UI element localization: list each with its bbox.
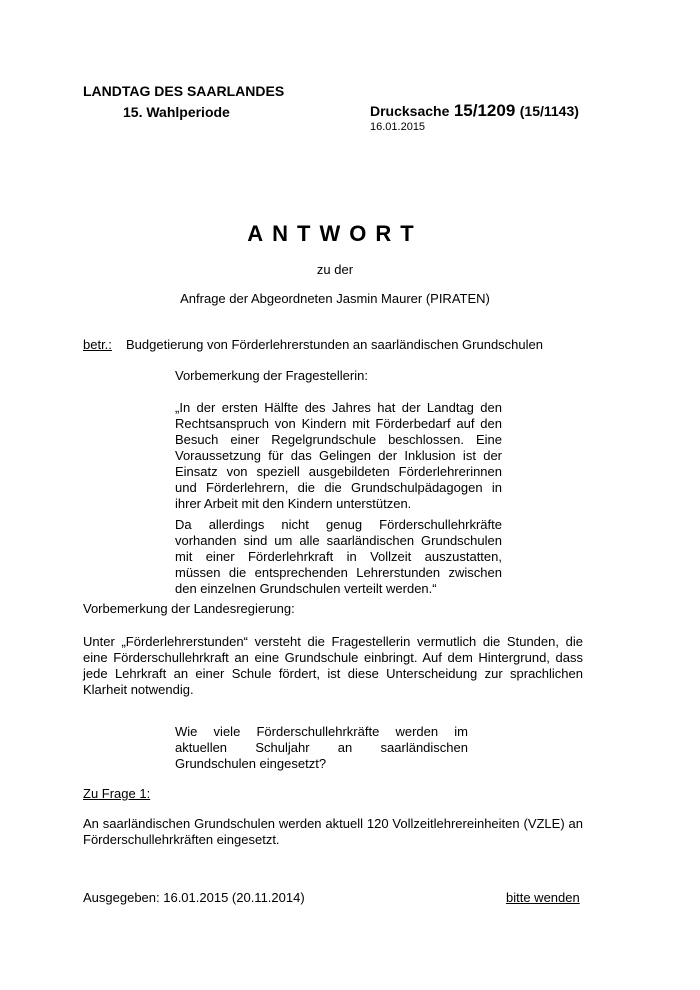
document-title: ANTWORT bbox=[247, 221, 423, 246]
parliament-name: LANDTAG DES SAARLANDES bbox=[83, 83, 285, 99]
drucksache-reference: (15/1143) bbox=[519, 103, 579, 119]
please-turn-over-note: bitte wenden bbox=[506, 890, 580, 905]
questioner-preface-heading: Vorbemerkung der Fragestellerin: bbox=[175, 368, 368, 383]
document-date: 16.01.2015 bbox=[370, 121, 426, 133]
drucksache-number: 15/1209 bbox=[453, 101, 516, 120]
drucksache-label: Drucksache bbox=[370, 103, 450, 119]
subject-label: betr.: bbox=[83, 337, 112, 352]
questioner-preface-paragraph-1: „In der ersten Hälfte des Jahres hat der Landtag den Rechtsanspruch von Kindern mit Förderbedarf auf den Besuch einer Regelgrundschule beschlossen. Eine Voraussetzung für das Gelingen der Inklusion ist der Einsatz von speziell ausgebildeten Förderlehrerinnen und Förderlehrern, die die Grundschulpädagogen in ihrer Arbeit mit den Kindern unterstützen. bbox=[175, 400, 502, 511]
subject-text: Budgetierung von Förderlehrerstunden an saarländischen Grundschulen bbox=[126, 337, 543, 352]
legislative-period: 15. Wahlperiode bbox=[123, 104, 230, 120]
zu-der-line: zu der bbox=[316, 262, 354, 277]
question-1-text: Wie viele Förderschullehrkräfte werden im aktuellen Schuljahr an saarländischen Grundschulen eingesetzt? bbox=[175, 724, 468, 771]
government-preface-text: Unter „Förderlehrerstunden“ versteht die Fragestellerin vermutlich die Stunden, die eine Förderschullehrkraft an eine Grundschule einbringt. Auf dem Hintergrund, dass jede Lehrkraft an einer Schule fördert, ist diese Unterscheidung zur sprachlichen Klarheit notwendig. bbox=[83, 634, 583, 697]
issued-date-line: Ausgegeben: 16.01.2015 (20.11.2014) bbox=[83, 890, 305, 905]
inquiry-line: Anfrage der Abgeordneten Jasmin Maurer (PIRATEN) bbox=[180, 291, 490, 306]
government-preface-heading: Vorbemerkung der Landesregierung: bbox=[83, 601, 295, 616]
answer-1-heading: Zu Frage 1: bbox=[83, 786, 151, 801]
drucksache-number-block bbox=[370, 101, 579, 121]
questioner-preface-paragraph-2: Da allerdings nicht genug Förderschullehrkräfte vorhanden sind um alle saarländischen Grundschulen mit einer Förderlehrkraft in Vollzeit auszustatten, müssen die entsprechenden Lehrerstunden zwischen den einzelnen Grundschulen verteilt werden.“ bbox=[175, 517, 502, 596]
answer-1-text: An saarländischen Grundschulen werden aktuell 120 Vollzeitlehrereinheiten (VZLE) an Förderschullehrkräften eingesetzt. bbox=[83, 816, 583, 847]
